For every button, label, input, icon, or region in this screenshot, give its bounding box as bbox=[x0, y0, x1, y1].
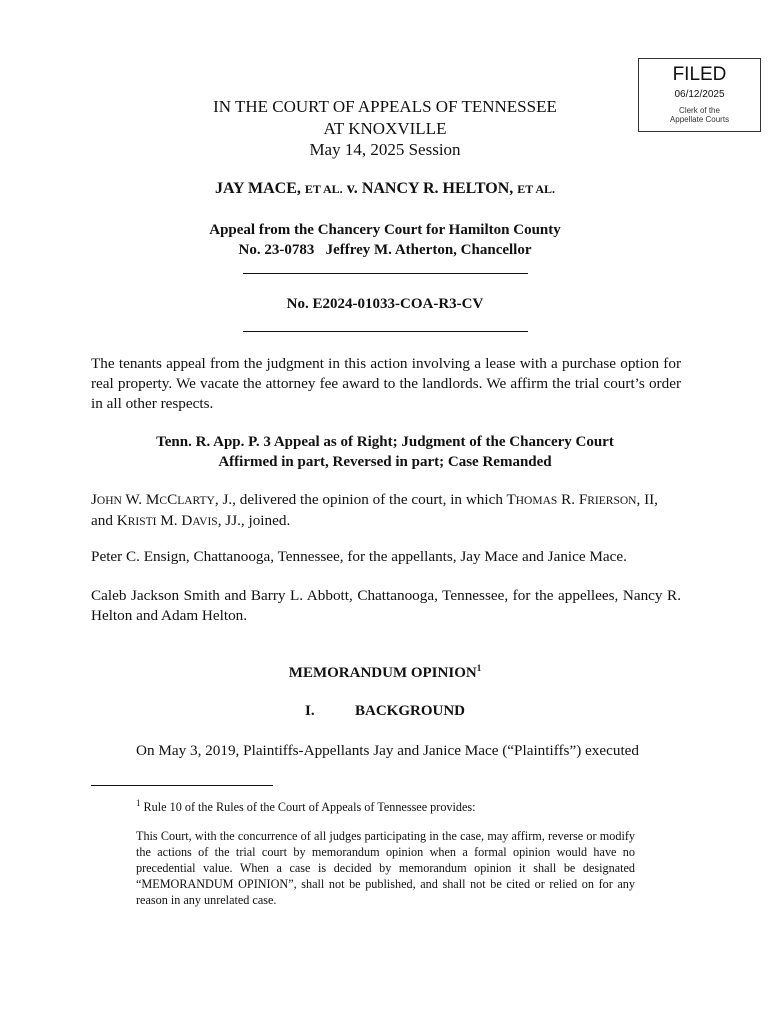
author-1-c: C bbox=[159, 495, 168, 507]
clerk-line-1: Clerk of the bbox=[679, 106, 720, 115]
author-2-sc2: RIERSON bbox=[587, 495, 637, 507]
author-3-rest: , JJ., joined. bbox=[217, 512, 291, 529]
author-1-rest: , J., delivered the opinion of the court, in which bbox=[214, 491, 507, 508]
court-line-1: IN THE COURT OF APPEALS OF TENNESSEE bbox=[213, 97, 557, 116]
author-1-mid: W. M bbox=[121, 491, 160, 508]
party-1-etal: ET AL. bbox=[304, 182, 343, 196]
court-name bbox=[100, 96, 670, 140]
opinion-title bbox=[100, 663, 670, 682]
filed-label: FILED bbox=[672, 64, 727, 85]
party-1: JAY MACE, bbox=[214, 180, 301, 197]
author-3-sc: RISTI bbox=[127, 516, 157, 528]
background-paragraph: On May 3, 2019, Plaintiffs-Appellants Jay and Janice Mace (“Plaintiffs”) executed bbox=[136, 742, 640, 759]
divider-top bbox=[243, 273, 528, 274]
appeal-line-1: Appeal from the Chancery Court for Hamilton County bbox=[209, 222, 561, 238]
author-1-sc: OHN bbox=[96, 495, 122, 507]
author-3-initial: K bbox=[116, 512, 128, 529]
author-1-cap2: C bbox=[167, 491, 178, 508]
docket-number: No. E2024-01033-COA-R3-CV bbox=[286, 296, 484, 312]
section-title: BACKGROUND bbox=[354, 703, 465, 719]
authoring-judges bbox=[91, 490, 681, 532]
case-caption bbox=[100, 180, 670, 198]
session-date: May 14, 2025 Session bbox=[309, 140, 461, 159]
author-2-initial: T bbox=[506, 491, 516, 508]
footnote-number: 1 bbox=[136, 798, 141, 808]
author-1-sc2: LARTY bbox=[177, 495, 215, 507]
holding bbox=[100, 432, 670, 472]
divider-bottom bbox=[243, 331, 528, 332]
author-3-sc2: AVIS bbox=[192, 516, 218, 528]
section-number: I. bbox=[304, 703, 315, 719]
appeal-line-2: No. 23-0783 Jeffrey M. Atherton, Chancellor bbox=[238, 242, 532, 258]
summary-paragraph: The tenants appeal from the judgment in this action involving a lease with a purchase option for real property. We vacate the attorney fee award to the landlords. We affirm the trial court’s order in all other respects. bbox=[91, 355, 681, 412]
section-heading bbox=[100, 703, 670, 720]
opinion-title-text: MEMORANDUM OPINION bbox=[288, 665, 477, 681]
filed-date: 06/12/2025 bbox=[674, 89, 725, 100]
footnote-marker: 1 bbox=[476, 663, 482, 673]
holding-line-2: Affirmed in part, Reversed in part; Case Remanded bbox=[218, 454, 552, 470]
appeal-from bbox=[100, 220, 670, 260]
footnote-intro-text: Rule 10 of the Rules of the Court of Appeals of Tennessee provides: bbox=[143, 800, 476, 815]
party-2: NANCY R. HELTON, bbox=[361, 180, 514, 197]
footnote-intro bbox=[136, 795, 635, 815]
author-1-initial: J bbox=[91, 491, 97, 508]
footnote-quote: This Court, with the concurrence of all judges participating in the case, may affirm, reverse or modify the actions of the trial court by memorandum opinion when a formal opinion would have no precedential value. When a case is decided by memorandum opinion it shall be designated “MEMORANDUM OPINION”, shall not be published, and shall not be cited or relied on for any reason in any unrelated case. bbox=[136, 829, 635, 907]
counsel-appellees: Caleb Jackson Smith and Barry L. Abbott, Chattanooga, Tennessee, for the appellees, Nancy R. Helton and Adam Helton. bbox=[91, 587, 681, 624]
party-2-etal: ET AL. bbox=[517, 182, 556, 196]
clerk-line-2: Appellate Courts bbox=[669, 115, 730, 124]
counsel-appellants: Peter C. Ensign, Chattanooga, Tennessee, for the appellants, Jay Mace and Janice Mace. bbox=[91, 548, 627, 565]
author-2-mid: R. F bbox=[557, 491, 588, 508]
versus: v. bbox=[346, 180, 358, 197]
author-2-rest: , II, and bbox=[91, 491, 658, 529]
court-line-2: AT KNOXVILLE bbox=[323, 119, 447, 138]
author-2-sc: HOMAS bbox=[515, 495, 558, 507]
holding-line-1: Tenn. R. App. P. 3 Appeal as of Right; Judgment of the Chancery Court bbox=[156, 434, 614, 450]
author-3-mid: M. D bbox=[156, 512, 193, 529]
footnote-divider bbox=[91, 785, 273, 786]
